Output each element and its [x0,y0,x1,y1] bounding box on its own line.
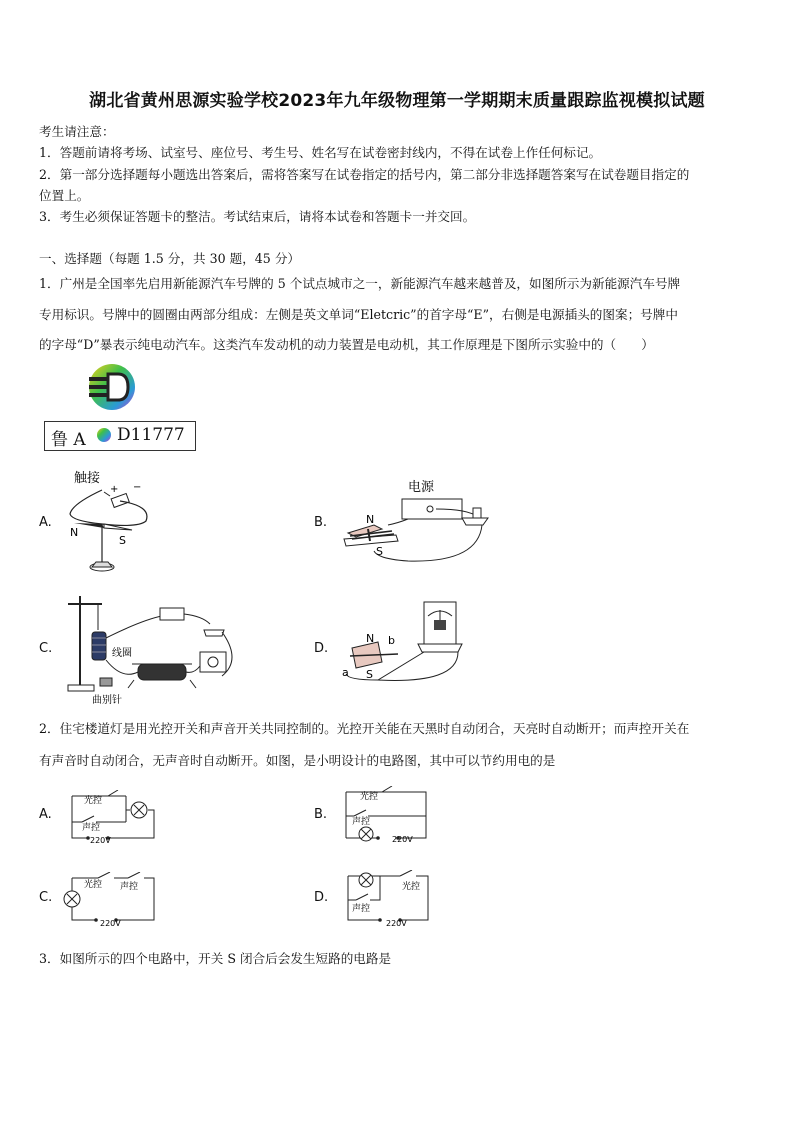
svg-text:−: − [133,482,142,493]
figure-galvanometer [338,596,478,686]
notice-item: 1．答题前请将考场、试室号、座位号、考生号、姓名写在试卷密封线内，不得在试卷上作任何标记。 [39,145,602,160]
notice-item: 位置上。 [39,188,90,203]
plate-left-text: 鲁 A [51,430,86,450]
circuit-a [68,790,160,846]
section-heading: 一、选择题（每题 1.5 分，共 30 题，45 分） [39,251,301,266]
plate-right-text: D11777 [117,425,185,445]
svg-text:声控: 声控 [352,904,371,914]
license-plate [44,421,196,451]
page-title: 湖北省黄州思源实验学校2023年九年级物理第一学期期末质量跟踪监视模拟试题 [89,91,705,111]
option-label: D. [314,641,329,656]
svg-text:光控: 光控 [84,880,103,890]
svg-text:N: N [366,632,375,645]
svg-text:220V: 220V [100,919,121,928]
question-2-text: 有声音时自动闭合，无声音时自动断开。如图，是小明设计的电路图，其中可以节约用电的是 [39,753,556,768]
svg-text:声控: 声控 [120,882,139,892]
plate-logo-icon [97,428,111,442]
question-1-text: 专用标识。号牌中的圆圈由两部分组成：左侧是英文单词“Eletcric”的首字母“E”，右侧是电源插头的图案；号牌中 [39,307,678,322]
circuit-d [342,870,434,930]
notice-item: 2．第一部分选择题每小题选出答案后，需将答案写在试卷指定的括号内，第二部分非选择题答案写在试卷题目指定的 [39,167,690,182]
power-label: 电源 [408,480,435,495]
svg-text:光控: 光控 [402,882,421,892]
coil-label: 线圈 [112,648,132,659]
svg-text:220V: 220V [90,836,111,845]
svg-text:声控: 声控 [352,817,371,827]
contact-label: 触接 [74,471,101,486]
notice-heading: 考生请注意： [39,124,115,139]
figure-oersted [62,466,162,578]
svg-text:光控: 光控 [84,796,103,806]
svg-text:S: S [119,534,126,547]
option-label: B. [314,807,328,822]
figure-electromagnet [62,590,242,708]
svg-text:S: S [366,668,373,681]
option-label: C. [39,641,53,656]
notice-item: 3．考生必须保证答题卡的整洁。考试结束后，请将本试卷和答题卡一并交回。 [39,209,476,224]
option-label: B. [314,515,328,530]
question-3-text: 3．如图所示的四个电路中，开关 S 闭合后会发生短路的电路是 [39,951,392,966]
option-label: D. [314,890,329,905]
question-2-text: 2．住宅楼道灯是用光控开关和声音开关共同控制的。光控开关能在天黑时自动闭合，天亮时自动断开；而声控开关在 [39,721,690,736]
question-1-text: 的字母“D”暴表示纯电动汽车。这类汽车发动机的动力装置是电动机，其工作原理是下图所示实验中的（ ） [39,337,654,352]
svg-text:S: S [376,545,383,558]
svg-text:光控: 光控 [360,792,379,802]
circuit-c [62,872,162,928]
crank-label: 曲别针 [92,695,122,706]
option-label: A. [39,515,52,530]
ev-plug-logo [86,362,138,412]
svg-text:b: b [388,634,395,647]
svg-text:+: + [110,484,119,495]
figure-magnet-rails [338,473,508,571]
svg-text:220V: 220V [392,835,413,844]
question-1-text: 1．广州是全国率先启用新能源汽车号牌的 5 个试点城市之一，新能源汽车越来越普及，如图所示为新能源汽车号牌 [39,276,681,291]
svg-text:a: a [342,666,349,679]
svg-text:220V: 220V [386,919,407,928]
svg-text:声控: 声控 [82,823,101,833]
svg-text:N: N [70,526,79,539]
circuit-b [342,786,432,846]
svg-text:N: N [366,513,375,526]
option-label: A. [39,807,52,822]
option-label: C. [39,890,53,905]
